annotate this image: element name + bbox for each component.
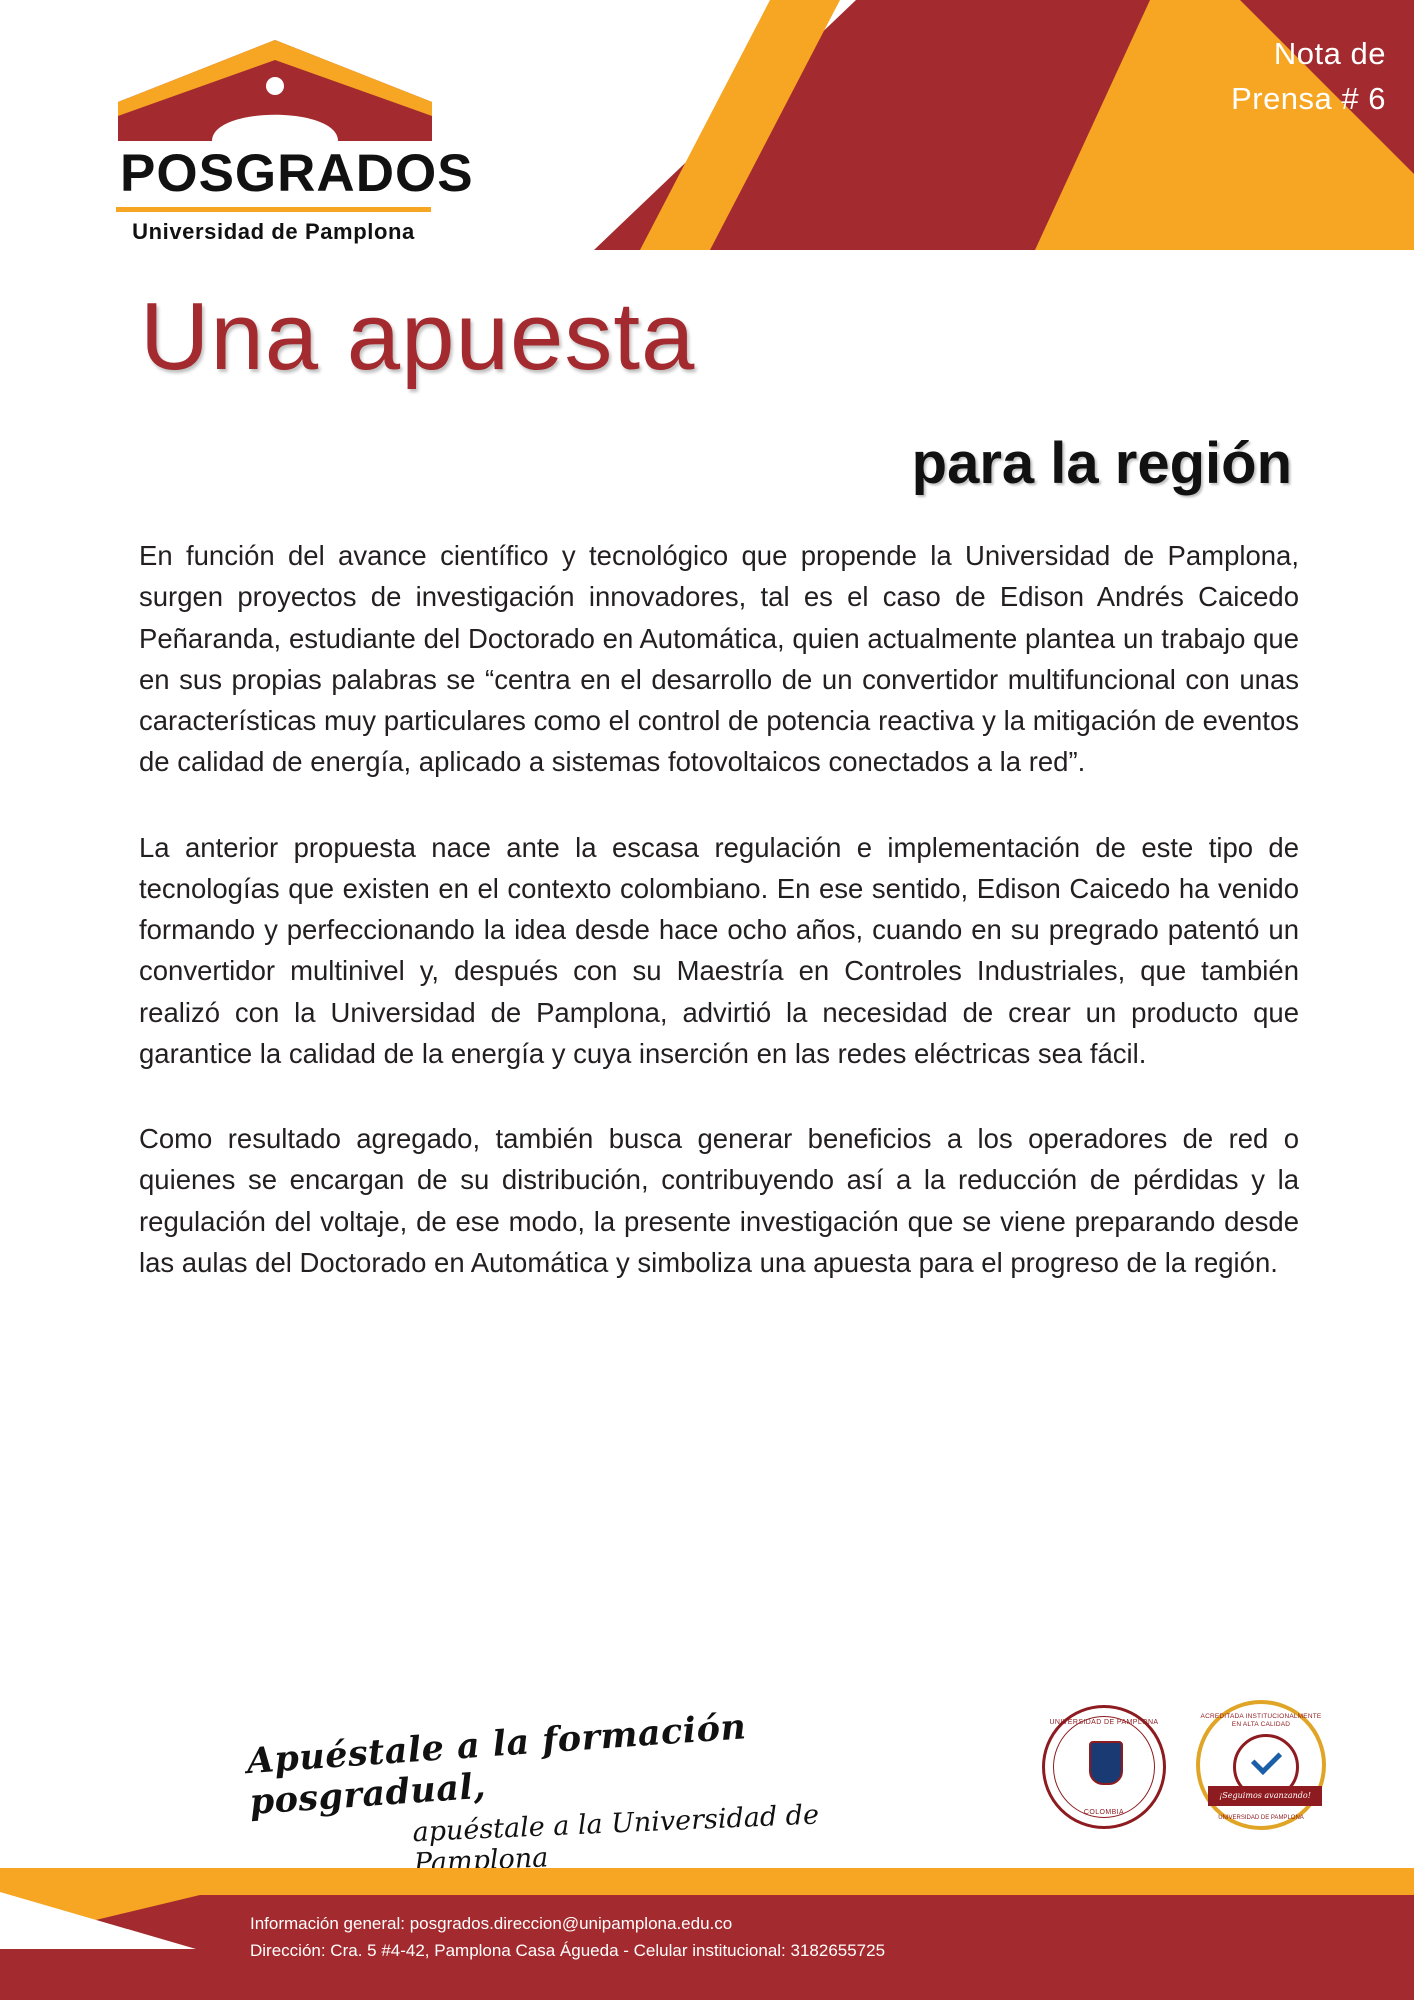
logo-divider: [116, 207, 431, 212]
signature-line-2: apuéstale a la Universidad de Pamplona: [411, 1799, 820, 1880]
accreditation-base-text: UNIVERSIDAD DE PAMPLONA: [1218, 1815, 1304, 1821]
accreditation-seal-icon: [1196, 1700, 1326, 1830]
article-paragraph: Como resultado agregado, también busca generar beneficios a los operadores de red o quienes se encargan de su distribución, contribuyendo así a la reducción de pérdidas y la regulación del voltaje, de ese modo, la presente investigación que se viene preparando desde las aulas del Doctorado en Automática y simboliza una apuesta para el progreso de la región.: [139, 1123, 1299, 1278]
headline-secondary: para la región: [911, 431, 1292, 496]
check-mark-icon: [1251, 1744, 1282, 1775]
seal-bottom-text: COLOMBIA: [1083, 1809, 1125, 1816]
press-note-number: Prensa # 6: [1231, 80, 1386, 116]
bottom-banner: [0, 1850, 1414, 2000]
press-note-label: Nota de: [1273, 36, 1386, 71]
accreditation-ribbon: ¡Seguimos avanzando!: [1208, 1786, 1322, 1806]
logo-subtitle: Universidad de Pamplona: [132, 219, 415, 244]
footer-line-1: Información general: posgrados.direccion@unipamplona.edu.co: [250, 1914, 733, 1934]
article-paragraph: La anterior propuesta nace ante la escasa regulación e implementación de este tipo de tecnologías que existen en el contexto colombiano. En ese sentido, Edison Caicedo ha venido formando y perfeccionando la idea desde hace ocho años, cuando en su pregrado patentó un convertidor multinivel y, después con su Maestría en Controles Industriales, que también realizó con la Universidad de Pamplona, advirtió la necesidad de crear un producto que garantice la calidad de la energía y cuya inserción en las redes eléctricas sea fácil.: [139, 831, 1299, 1069]
seal-crest-icon: [1089, 1741, 1123, 1785]
university-seal-icon: [1042, 1705, 1166, 1829]
signature-line-1: Apuéstale a la formación posgradual,: [245, 1706, 748, 1824]
logo-wordmark: POSGRADOS: [120, 144, 474, 203]
logo-roof-icon: [116, 38, 434, 143]
posgrados-logo: [116, 38, 474, 245]
article-paragraph: En función del avance científico y tecnológico que propende la Universidad de Pamplona, surgen proyectos de investigación innovadores, tal es el caso de Edison Andrés Caicedo Peñaranda, estudiante del Doctorado en Automática, quien actualmente plantea un trabajo que en sus propias palabras se “centra en el desarrollo de un convertidor multifuncional con unas características muy particulares como el control de potencia reactiva y la mitigación de eventos de calidad de energía, aplicado a sistemas fotovoltaicos conectados a la red”.: [139, 540, 1299, 778]
headline-primary: Una apuesta: [140, 283, 696, 390]
seal-top-text: UNIVERSIDAD DE PAMPLONA: [1049, 1719, 1159, 1726]
article-body: [139, 535, 1299, 1283]
footer-contact-info: [250, 1911, 885, 1964]
press-note-heading: [966, 32, 1386, 122]
footer-line-2: Dirección: Cra. 5 #4-42, Pamplona Casa Águeda - Celular institucional: 3182655725: [250, 1940, 886, 1960]
accreditation-ring-text: ACREDITADA INSTITUCIONALMENTE EN ALTA CALIDAD: [1200, 1713, 1322, 1728]
